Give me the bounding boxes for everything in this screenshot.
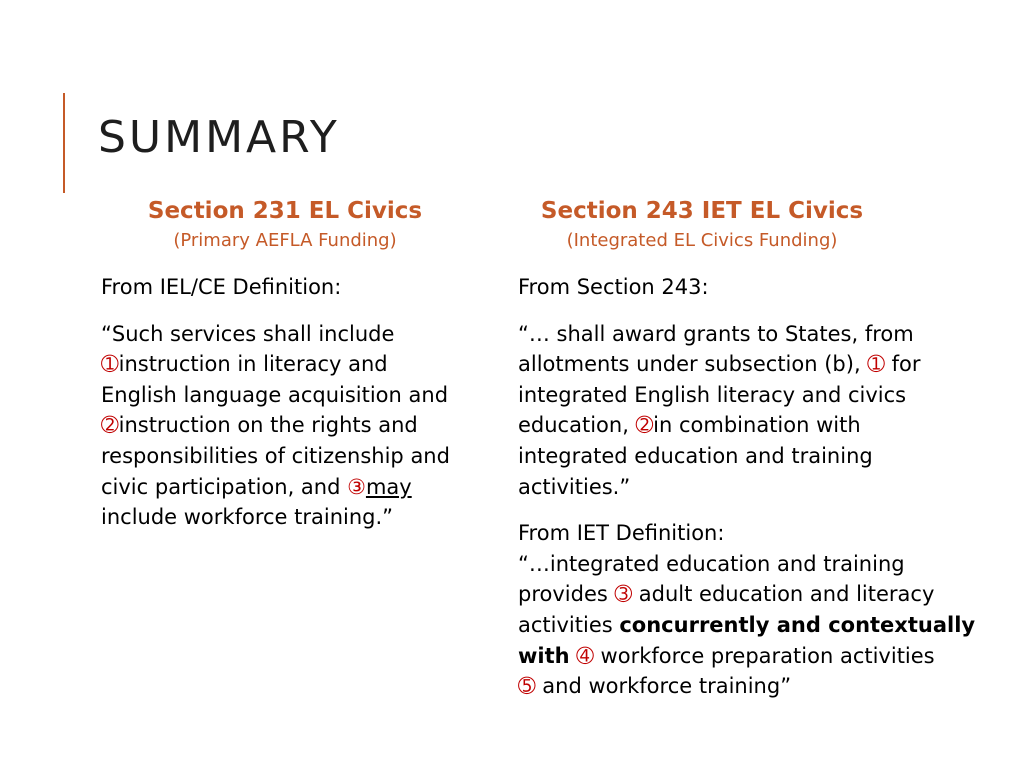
left-quote-line: responsibilities of citizenship and bbox=[101, 443, 450, 468]
iet-line: activities bbox=[518, 612, 620, 637]
underlined-may: may bbox=[365, 474, 412, 499]
left-quote bbox=[101, 319, 501, 533]
iet-line: workforce preparation activities bbox=[593, 643, 935, 668]
right-quote-line: integrated English literacy and civics bbox=[518, 382, 907, 407]
slide-title: SUMMARY bbox=[98, 112, 340, 163]
left-quote-line: include workforce training.” bbox=[101, 505, 394, 530]
right-quote-line: “… shall award grants to States, from bbox=[518, 321, 914, 346]
right-quote-line: allotments under subsection (b), bbox=[518, 352, 868, 377]
circled-number-1: ➀ bbox=[101, 352, 119, 377]
right-quote-line: integrated education and training bbox=[518, 443, 873, 468]
left-column bbox=[101, 272, 501, 549]
right-quote-line: in combination with bbox=[653, 413, 861, 438]
iet-bold-text: with bbox=[518, 643, 570, 668]
right-quote-line: for bbox=[884, 352, 921, 377]
iet-line: adult education and literacy bbox=[632, 582, 935, 607]
left-quote-line: English language acquisition and bbox=[101, 382, 449, 407]
circled-number-5: ➄ bbox=[518, 674, 536, 699]
circled-number-4: ➃ bbox=[569, 643, 594, 668]
iet-line: and workforce training” bbox=[535, 674, 792, 699]
right-column bbox=[518, 272, 998, 718]
left-heading: Section 231 EL Civics bbox=[147, 198, 423, 224]
right-quote bbox=[518, 319, 998, 503]
iet-definition bbox=[518, 518, 998, 702]
iet-bold-text: concurrently and contextually bbox=[619, 612, 976, 637]
iet-line: provides bbox=[518, 582, 615, 607]
circled-number-2: ➁ bbox=[101, 413, 119, 438]
left-subheading: (Primary AEFLA Funding) bbox=[173, 230, 397, 251]
right-quote-line: activities.” bbox=[518, 474, 631, 499]
left-column-header bbox=[100, 196, 470, 256]
circled-number-2: ➁ bbox=[635, 413, 654, 438]
left-source-label: From IEL/CE Definition: bbox=[101, 275, 342, 299]
left-quote-line: “Such services shall include bbox=[101, 321, 395, 346]
iet-line: “…integrated education and training bbox=[518, 551, 905, 576]
title-accent-bar bbox=[63, 93, 65, 193]
left-quote-line: instruction on the rights and bbox=[118, 413, 418, 438]
left-quote-line: civic participation, and bbox=[101, 474, 348, 499]
right-heading: Section 243 IET EL Civics bbox=[540, 198, 864, 224]
left-quote-line: instruction in literacy and bbox=[118, 352, 388, 377]
right-source-label: From Section 243: bbox=[518, 275, 709, 299]
right-subheading: (Integrated EL Civics Funding) bbox=[566, 230, 838, 251]
iet-label: From IET Definition: bbox=[518, 521, 725, 546]
circled-number-3: ③ bbox=[347, 474, 366, 499]
circled-number-3: ➂ bbox=[614, 582, 633, 607]
right-quote-line: education, bbox=[518, 413, 636, 438]
right-column-header bbox=[517, 196, 887, 256]
circled-number-1: ➀ bbox=[867, 352, 885, 377]
